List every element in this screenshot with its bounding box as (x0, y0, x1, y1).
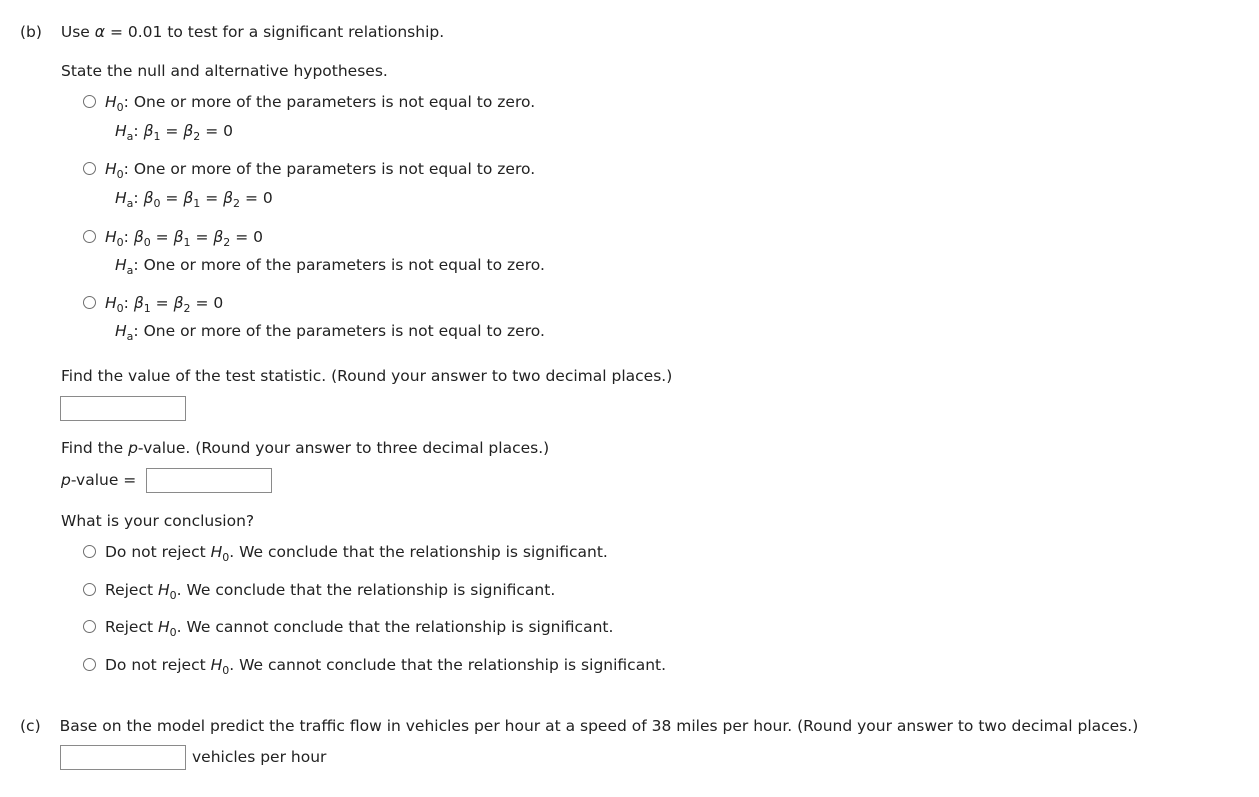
alpha-value: = 0.01 (109, 23, 163, 41)
traffic-flow-input[interactable] (60, 745, 186, 770)
null-subscript: 0 (169, 589, 177, 602)
unit-label: vehicles per hour (192, 748, 327, 766)
pvalue-prompt-post: -value. (Round your answer to three decimal places.) (137, 439, 550, 457)
test-statistic-prompt: Find the value of the test statistic. (Round your answer to two decimal places.) (61, 367, 673, 385)
zero: 0 (262, 189, 273, 207)
h-symbol: H (158, 618, 170, 636)
colon: : (123, 160, 129, 178)
option-text: One or more of the parameters is not equal to zero. (133, 160, 536, 178)
h-symbol: H (115, 122, 127, 140)
part-c-header (20, 716, 1138, 736)
h-symbol: H (210, 656, 223, 674)
hypothesis-option-4[interactable]: $H_0$: $\beta_1 = \beta_2 = 0$ (83, 293, 223, 313)
conclusion-pre: Do not reject (105, 656, 206, 674)
option-text: One or more of the parameters is not equal to zero. (143, 322, 545, 340)
radio-button[interactable] (83, 95, 96, 108)
part-b-header (20, 22, 444, 42)
conclusion-post: We cannot conclude that the relationship is significant. (239, 656, 667, 674)
conclusion-post: We conclude that the relationship is significant. (239, 543, 608, 561)
hypothesis-option-1[interactable] (83, 92, 535, 112)
beta-symbol: β (173, 294, 184, 312)
colon: : (133, 256, 139, 274)
null-subscript: 0 (222, 664, 230, 677)
beta-symbol: β (143, 122, 154, 140)
radio-button[interactable] (83, 620, 96, 633)
equals: = (195, 228, 209, 246)
conclusion-pre: Do not reject (105, 543, 206, 561)
h-symbol: H (105, 294, 117, 312)
radio-button[interactable] (83, 296, 96, 309)
conclusion-pre: Reject (105, 618, 154, 636)
null-subscript: 0 (116, 101, 124, 114)
beta-symbol: β (173, 228, 184, 246)
pvalue-label (61, 470, 136, 490)
radio-button[interactable] (83, 658, 96, 671)
null-subscript: 0 (116, 302, 124, 315)
part-c-prompt: Base on the model predict the traffic flow in vehicles per hour at a speed of 38 miles per hour. (Round your answer to two decimal places.) (59, 717, 1139, 735)
conclusion-pre: Reject (105, 581, 154, 599)
h-symbol: H (105, 93, 117, 111)
option-text: One or more of the parameters is not equal to zero. (143, 256, 545, 274)
h-symbol: H (115, 256, 127, 274)
equals: = (195, 294, 209, 312)
equals: = (205, 122, 219, 140)
null-subscript: 0 (222, 551, 230, 564)
equals: = (155, 294, 169, 312)
hypothesis-option-2[interactable] (83, 159, 535, 179)
sub-0: 0 (153, 197, 161, 210)
conclusion-option-3[interactable]: Reject $H_0$. We cannot conclude that the relationship is significant. (83, 617, 613, 637)
hypothesis-option-2-alt: $H_a$: $\beta_0 = \beta_1 = \beta_2 = 0$ (115, 189, 273, 210)
h-symbol: H (115, 189, 127, 207)
colon: : (133, 189, 139, 207)
colon: : (123, 228, 129, 246)
h-symbol: H (210, 543, 223, 561)
h-symbol: H (115, 322, 127, 340)
h-symbol: H (105, 160, 117, 178)
zero: 0 (213, 294, 224, 312)
p-symbol: p (128, 439, 138, 457)
pvalue-label-rest: -value = (70, 471, 137, 489)
radio-button[interactable] (83, 545, 96, 558)
part-c-label: (c) (20, 717, 41, 735)
radio-button[interactable] (83, 230, 96, 243)
sub-0: 0 (143, 236, 151, 249)
pvalue-input[interactable] (146, 468, 272, 493)
alt-subscript: a (126, 197, 134, 210)
null-subscript: 0 (116, 168, 124, 181)
radio-button[interactable] (83, 162, 96, 175)
null-subscript: 0 (116, 236, 124, 249)
conclusion-option-4[interactable]: Do not reject $H_0$. We cannot conclude that the relationship is significant. (83, 655, 666, 675)
h-symbol: H (105, 228, 117, 246)
conclusion-option-1[interactable]: Do not reject $H_0$. We conclude that the relationship is significant. (83, 542, 608, 562)
conclusion-option-2[interactable]: Reject $H_0$. We conclude that the relationship is significant. (83, 580, 555, 600)
beta-symbol: β (143, 189, 154, 207)
intro-use: Use (60, 23, 90, 41)
h-symbol: H (158, 581, 170, 599)
alt-subscript: a (126, 264, 134, 277)
equals: = (165, 189, 179, 207)
p-symbol: p (61, 471, 71, 489)
colon: : (133, 322, 139, 340)
radio-button[interactable] (83, 583, 96, 596)
conclusion-prompt: What is your conclusion? (61, 512, 255, 530)
beta-symbol: β (183, 189, 194, 207)
part-b-label: (b) (20, 23, 42, 41)
equals: = (235, 228, 249, 246)
beta-symbol: β (183, 122, 194, 140)
equals: = (244, 189, 258, 207)
hypotheses-prompt: State the null and alternative hypotheses. (61, 62, 388, 80)
colon: : (133, 122, 139, 140)
equals: = (165, 122, 179, 140)
hypothesis-option-4-alt (115, 321, 545, 341)
beta-symbol: β (213, 228, 224, 246)
beta-symbol: β (133, 228, 144, 246)
conclusion-post: We cannot conclude that the relationship is significant. (186, 618, 614, 636)
pvalue-prompt-pre: Find the (61, 439, 124, 457)
alpha-symbol: α (94, 23, 105, 41)
equals: = (205, 189, 219, 207)
null-subscript: 0 (169, 626, 177, 639)
zero: 0 (253, 228, 264, 246)
intro-rest: to test for a significant relationship. (167, 23, 445, 41)
zero: 0 (223, 122, 234, 140)
option-text: One or more of the parameters is not equal to zero. (133, 93, 536, 111)
equals: = (155, 228, 169, 246)
hypothesis-option-1-alt: $H_a$: $\beta_1 = \beta_2 = 0$ (115, 122, 234, 143)
colon: : (123, 93, 129, 111)
conclusion-post: We conclude that the relationship is significant. (186, 581, 556, 599)
test-statistic-input[interactable] (60, 396, 186, 421)
colon: : (123, 294, 129, 312)
alt-subscript: a (126, 330, 134, 343)
beta-symbol: β (133, 294, 144, 312)
alt-subscript: a (126, 130, 134, 143)
pvalue-prompt (61, 438, 549, 458)
beta-symbol: β (223, 189, 234, 207)
hypothesis-option-3-alt (115, 255, 545, 275)
hypothesis-option-3[interactable]: $H_0$: $\beta_0 = \beta_1 = \beta_2 = 0$ (83, 227, 263, 247)
